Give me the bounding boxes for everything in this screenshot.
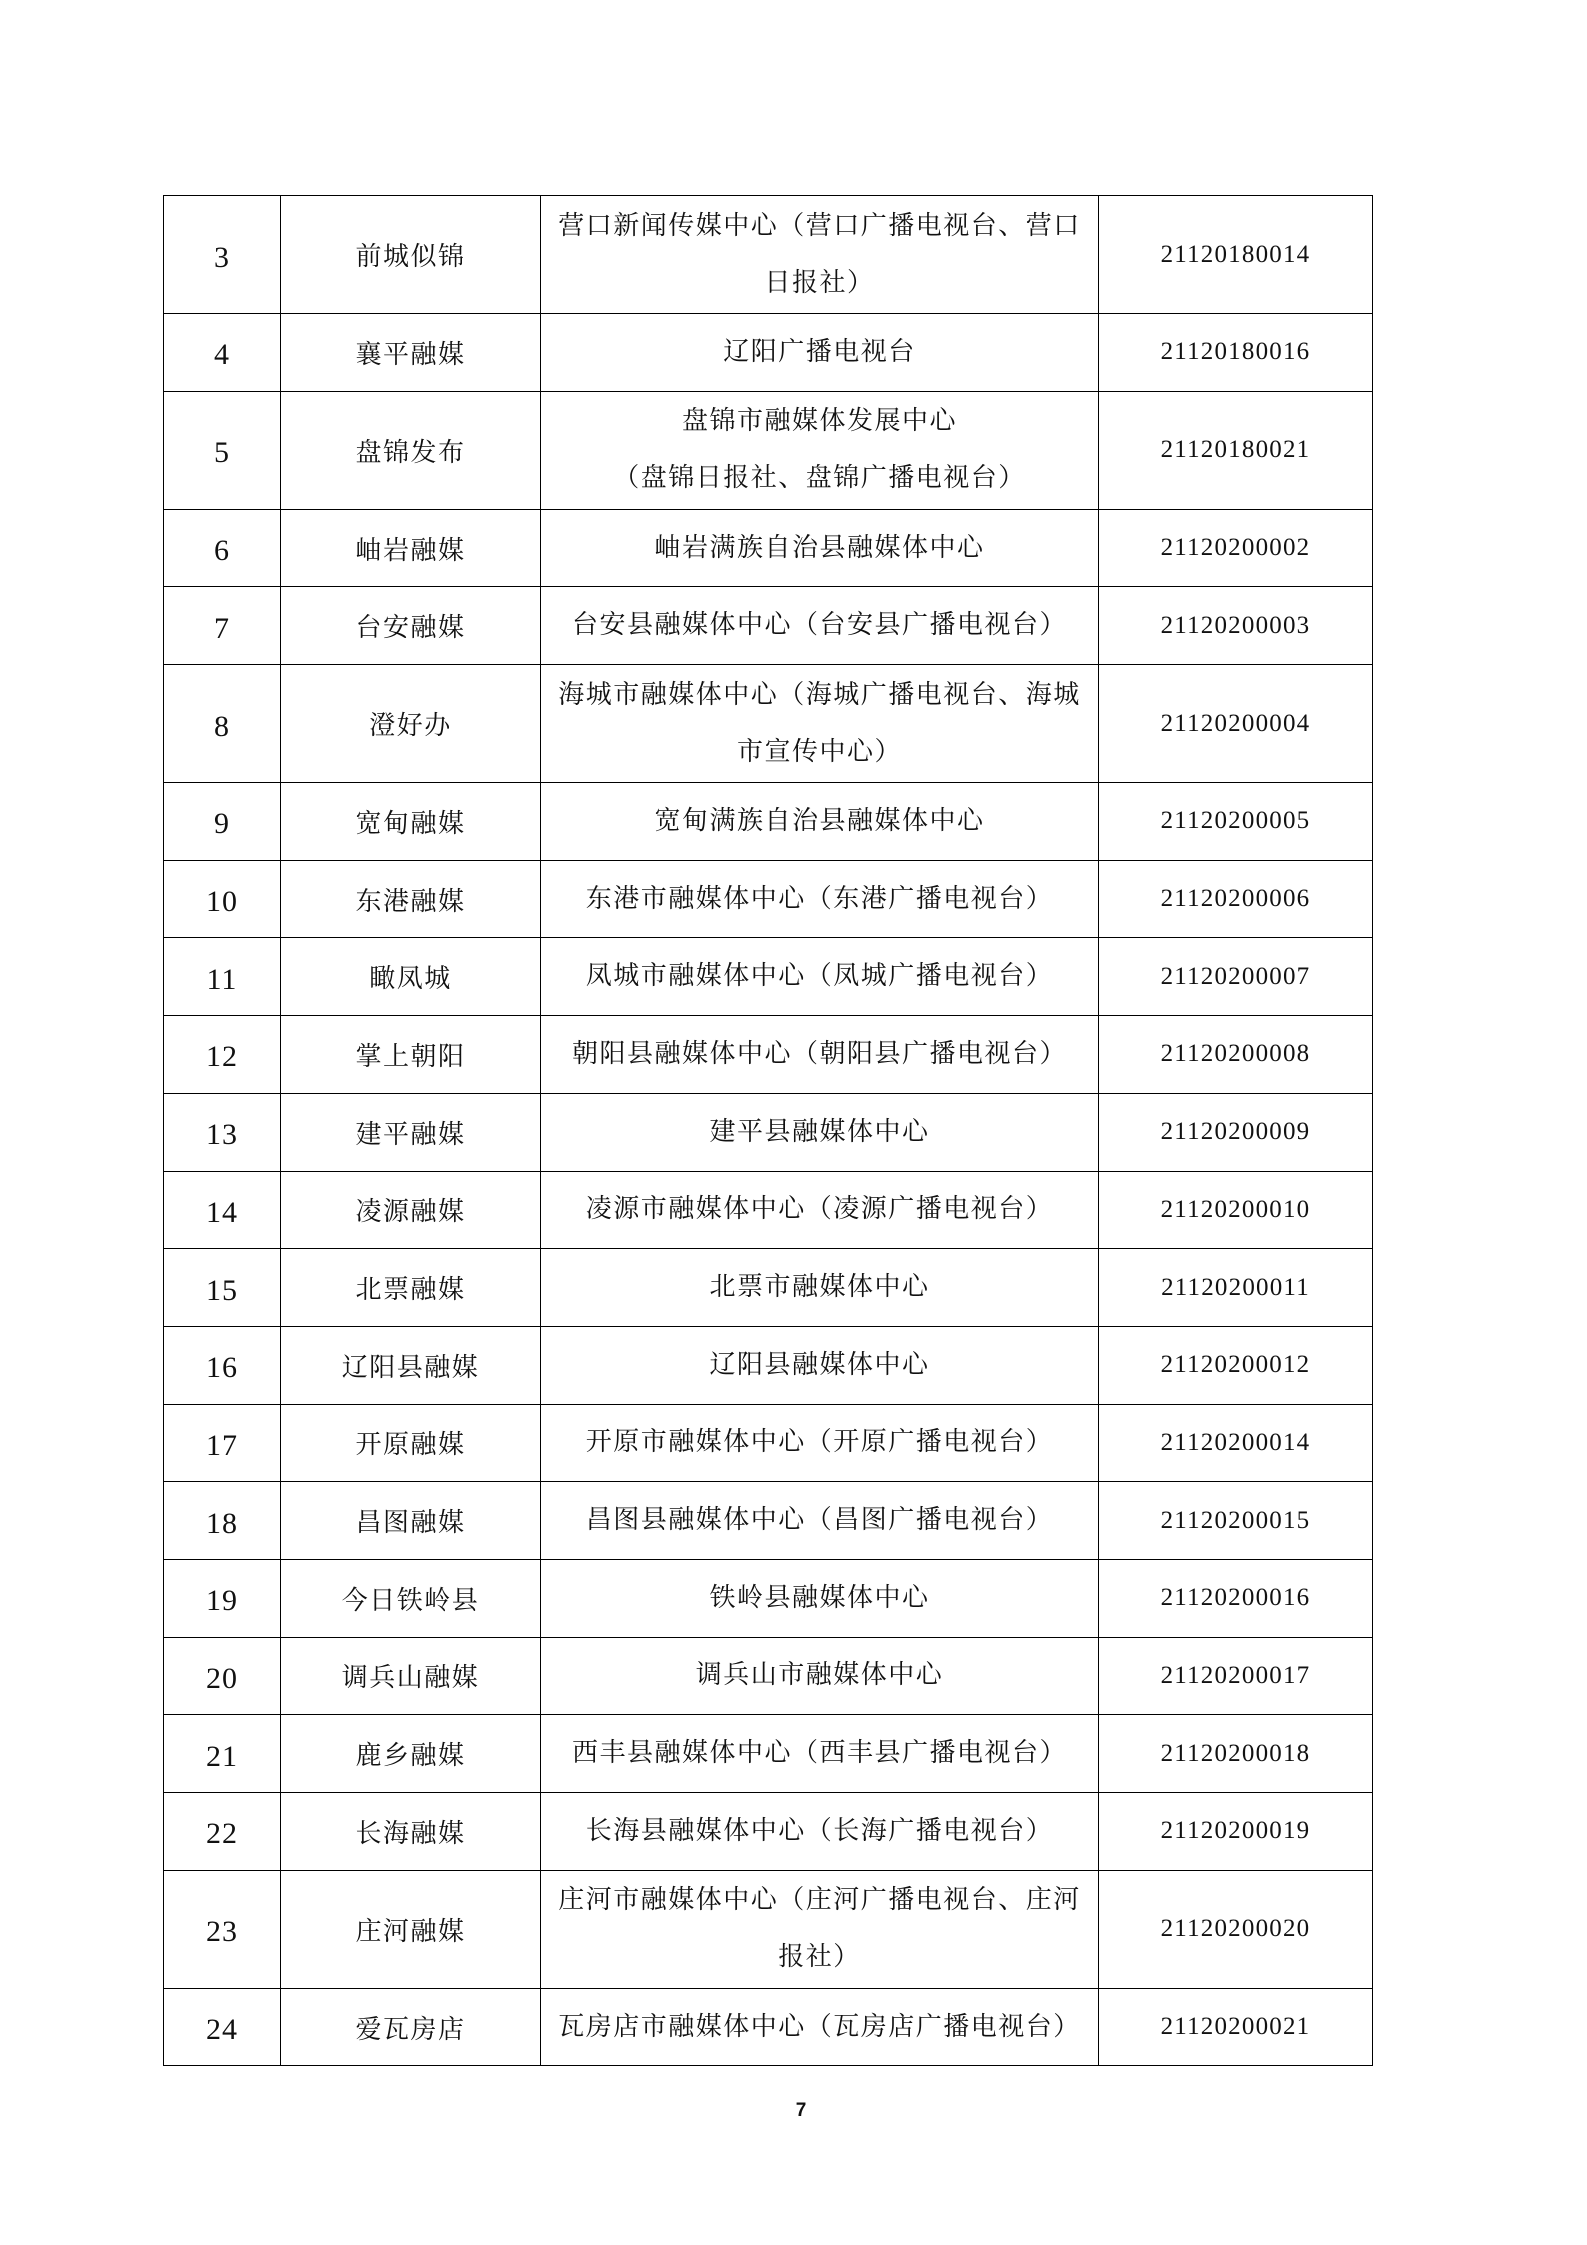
table-row: [164, 314, 1373, 392]
cell-unit: [541, 392, 1099, 509]
table-row: [164, 1094, 1373, 1172]
cell-name: 岫岩融媒: [281, 510, 541, 587]
cell-code: 21120200006: [1099, 861, 1373, 938]
cell-index: 10: [164, 861, 281, 938]
cell-unit: [541, 1016, 1099, 1093]
cell-name: 昌图融媒: [281, 1482, 541, 1559]
cell-unit: [541, 1871, 1099, 1988]
cell-unit: [541, 314, 1099, 391]
cell-index: 22: [164, 1793, 281, 1870]
cell-unit: [541, 861, 1099, 938]
cell-name: 庄河融媒: [281, 1871, 541, 1988]
cell-code: 21120200007: [1099, 938, 1373, 1015]
cell-unit-line: 凤城市融媒体中心（凤城广播电视台）: [585, 961, 1054, 992]
cell-index: 7: [164, 587, 281, 664]
cell-unit-line: 岫岩满族自治县融媒体中心: [654, 532, 985, 563]
cell-name: 襄平融媒: [281, 314, 541, 391]
cell-unit-line: 海城市融媒体中心（海城广播电视台、海城: [558, 679, 1081, 710]
table-row: [164, 1249, 1373, 1327]
cell-name: 宽甸融媒: [281, 783, 541, 860]
cell-name: 今日铁岭县: [281, 1560, 541, 1637]
cell-index: 19: [164, 1560, 281, 1637]
cell-unit: [541, 665, 1099, 782]
cell-code: 21120180014: [1099, 196, 1373, 313]
cell-unit-line: 营口新闻传媒中心（营口广播电视台、营口: [558, 210, 1081, 241]
table-row: [164, 665, 1373, 783]
cell-name: 前城似锦: [281, 196, 541, 313]
cell-name: 澄好办: [281, 665, 541, 782]
table-row: [164, 510, 1373, 588]
cell-unit: [541, 1638, 1099, 1715]
cell-index: 13: [164, 1094, 281, 1171]
cell-code: 21120200004: [1099, 665, 1373, 782]
cell-code: 21120200008: [1099, 1016, 1373, 1093]
cell-index: 3: [164, 196, 281, 313]
cell-code: 21120200012: [1099, 1327, 1373, 1404]
cell-name: 凌源融媒: [281, 1172, 541, 1249]
cell-unit: [541, 587, 1099, 664]
cell-code: 21120200020: [1099, 1871, 1373, 1988]
cell-name: 爱瓦房店: [281, 1989, 541, 2066]
cell-unit-line: （盘锦日报社、盘锦广播电视台）: [613, 463, 1026, 494]
table-row: [164, 1172, 1373, 1250]
table-row: [164, 392, 1373, 510]
cell-unit-line: 台安县融媒体中心（台安县广播电视台）: [571, 610, 1067, 641]
cell-unit-line: 庄河市融媒体中心（庄河广播电视台、庄河: [558, 1885, 1081, 1916]
cell-unit: [541, 1482, 1099, 1559]
cell-code: 21120200018: [1099, 1715, 1373, 1792]
cell-index: 11: [164, 938, 281, 1015]
table-row: [164, 861, 1373, 939]
cell-code: 21120200002: [1099, 510, 1373, 587]
cell-name: 建平融媒: [281, 1094, 541, 1171]
table-row: [164, 1560, 1373, 1638]
cell-unit: [541, 1172, 1099, 1249]
table-row: [164, 1482, 1373, 1560]
cell-index: 6: [164, 510, 281, 587]
cell-index: 24: [164, 1989, 281, 2066]
cell-name: 鹿乡融媒: [281, 1715, 541, 1792]
cell-code: 21120180021: [1099, 392, 1373, 509]
cell-index: 4: [164, 314, 281, 391]
cell-index: 14: [164, 1172, 281, 1249]
cell-unit-line: 宽甸满族自治县融媒体中心: [654, 805, 985, 836]
cell-code: 21120180016: [1099, 314, 1373, 391]
cell-index: 15: [164, 1249, 281, 1326]
cell-unit: [541, 510, 1099, 587]
cell-code: 21120200011: [1099, 1249, 1373, 1326]
cell-name: 瞰凤城: [281, 938, 541, 1015]
cell-index: 16: [164, 1327, 281, 1404]
cell-unit: [541, 1793, 1099, 1870]
cell-code: 21120200019: [1099, 1793, 1373, 1870]
table-row: [164, 1989, 1373, 2067]
cell-unit-line: 市宣传中心）: [736, 736, 902, 767]
table-row: [164, 1715, 1373, 1793]
cell-unit-line: 开原市融媒体中心（开原广播电视台）: [585, 1427, 1054, 1458]
table-row: [164, 938, 1373, 1016]
table-row: [164, 1405, 1373, 1483]
cell-name: 辽阳县融媒: [281, 1327, 541, 1404]
cell-code: 21120200016: [1099, 1560, 1373, 1637]
cell-unit: [541, 196, 1099, 313]
cell-index: 21: [164, 1715, 281, 1792]
cell-unit-line: 昌图县融媒体中心（昌图广播电视台）: [585, 1505, 1054, 1536]
cell-unit-line: 东港市融媒体中心（东港广播电视台）: [585, 883, 1054, 914]
cell-unit-line: 建平县融媒体中心: [709, 1116, 930, 1147]
table-row: [164, 587, 1373, 665]
cell-unit-line: 凌源市融媒体中心（凌源广播电视台）: [585, 1194, 1054, 1225]
table-row: [164, 1793, 1373, 1871]
cell-unit: [541, 1715, 1099, 1792]
cell-code: 21120200014: [1099, 1405, 1373, 1482]
table-row: [164, 1016, 1373, 1094]
cell-code: 21120200005: [1099, 783, 1373, 860]
cell-unit: [541, 938, 1099, 1015]
cell-code: 21120200017: [1099, 1638, 1373, 1715]
cell-unit: [541, 1327, 1099, 1404]
cell-index: 20: [164, 1638, 281, 1715]
cell-unit-line: 瓦房店市融媒体中心（瓦房店广播电视台）: [558, 2011, 1081, 2042]
cell-code: 21120200010: [1099, 1172, 1373, 1249]
cell-name: 北票融媒: [281, 1249, 541, 1326]
cell-name: 东港融媒: [281, 861, 541, 938]
table-row: [164, 1638, 1373, 1716]
cell-unit-line: 西丰县融媒体中心（西丰县广播电视台）: [571, 1738, 1067, 1769]
cell-code: 21120200003: [1099, 587, 1373, 664]
cell-name: 调兵山融媒: [281, 1638, 541, 1715]
cell-unit-line: 报社）: [778, 1942, 861, 1973]
cell-index: 18: [164, 1482, 281, 1559]
cell-unit-line: 辽阳广播电视台: [723, 336, 916, 367]
cell-unit-line: 朝阳县融媒体中心（朝阳县广播电视台）: [571, 1038, 1067, 1069]
cell-unit: [541, 1094, 1099, 1171]
cell-unit-line: 辽阳县融媒体中心: [709, 1349, 930, 1380]
cell-unit-line: 调兵山市融媒体中心: [695, 1660, 944, 1691]
cell-code: 21120200021: [1099, 1989, 1373, 2066]
cell-code: 21120200015: [1099, 1482, 1373, 1559]
cell-index: 12: [164, 1016, 281, 1093]
cell-unit-line: 北票市融媒体中心: [709, 1272, 930, 1303]
cell-unit: [541, 1405, 1099, 1482]
cell-name: 盘锦发布: [281, 392, 541, 509]
cell-index: 8: [164, 665, 281, 782]
cell-unit: [541, 1989, 1099, 2066]
cell-name: 长海融媒: [281, 1793, 541, 1870]
cell-name: 台安融媒: [281, 587, 541, 664]
data-table: [163, 195, 1373, 2066]
cell-name: 开原融媒: [281, 1405, 541, 1482]
cell-unit: [541, 1249, 1099, 1326]
cell-unit-line: 长海县融媒体中心（长海广播电视台）: [585, 1815, 1054, 1846]
cell-code: 21120200009: [1099, 1094, 1373, 1171]
cell-index: 23: [164, 1871, 281, 1988]
table-row: [164, 1327, 1373, 1405]
cell-index: 17: [164, 1405, 281, 1482]
cell-unit-line: 盘锦市融媒体发展中心: [681, 406, 957, 437]
cell-index: 9: [164, 783, 281, 860]
cell-unit: [541, 783, 1099, 860]
cell-name: 掌上朝阳: [281, 1016, 541, 1093]
table-row: [164, 783, 1373, 861]
cell-unit-line: 日报社）: [764, 267, 875, 298]
cell-unit: [541, 1560, 1099, 1637]
table-row: [164, 196, 1373, 314]
cell-unit-line: 铁岭县融媒体中心: [709, 1582, 930, 1613]
page-number: 7: [795, 2100, 807, 2121]
table-row: [164, 1871, 1373, 1989]
cell-index: 5: [164, 392, 281, 509]
